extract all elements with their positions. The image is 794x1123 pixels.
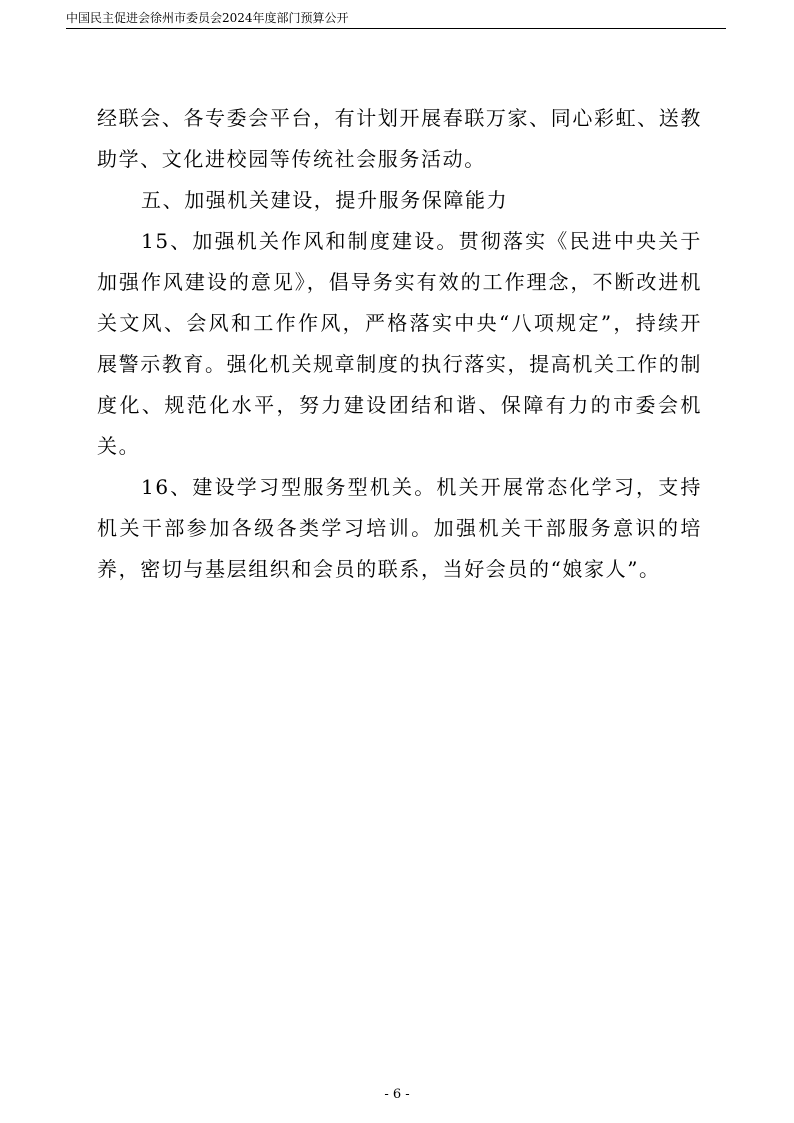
page-number: - 6 - <box>384 1087 410 1102</box>
paragraph-1: 经联会、各专委会平台，有计划开展春联万家、同心彩虹、送教助学、文化进校园等传统社会服务活动。 <box>97 106 702 171</box>
header-title: 中国民主促进会徐州市委员会2024年度部门预算公开 <box>66 11 349 25</box>
paragraph-item-16: 16、建设学习型服务型机关。机关开展常态化学习，支持机关干部参加各级各类学习培训。加强机关干部服务意识的培养，密切与基层组织和会员的联系，当好会员的“娘家人”。 <box>97 475 702 581</box>
document-body <box>97 98 702 590</box>
section-heading-5: 五、加强机关建设，提升服务保障能力 <box>141 188 509 212</box>
paragraph-item-15: 15、加强机关作风和制度建设。贯彻落实《民进中央关于加强作风建设的意见》，倡导务实有效的工作理念，不断改进机关文风、会风和工作作风，严格落实中央“八项规定”，持续开展警示教育。强化机关规章制度的执行落实，提高机关工作的制度化、规范化水平，努力建设团结和谐、保障有力的市委会机关。 <box>97 229 702 458</box>
page-footer <box>0 1087 794 1103</box>
page-header <box>66 11 726 29</box>
